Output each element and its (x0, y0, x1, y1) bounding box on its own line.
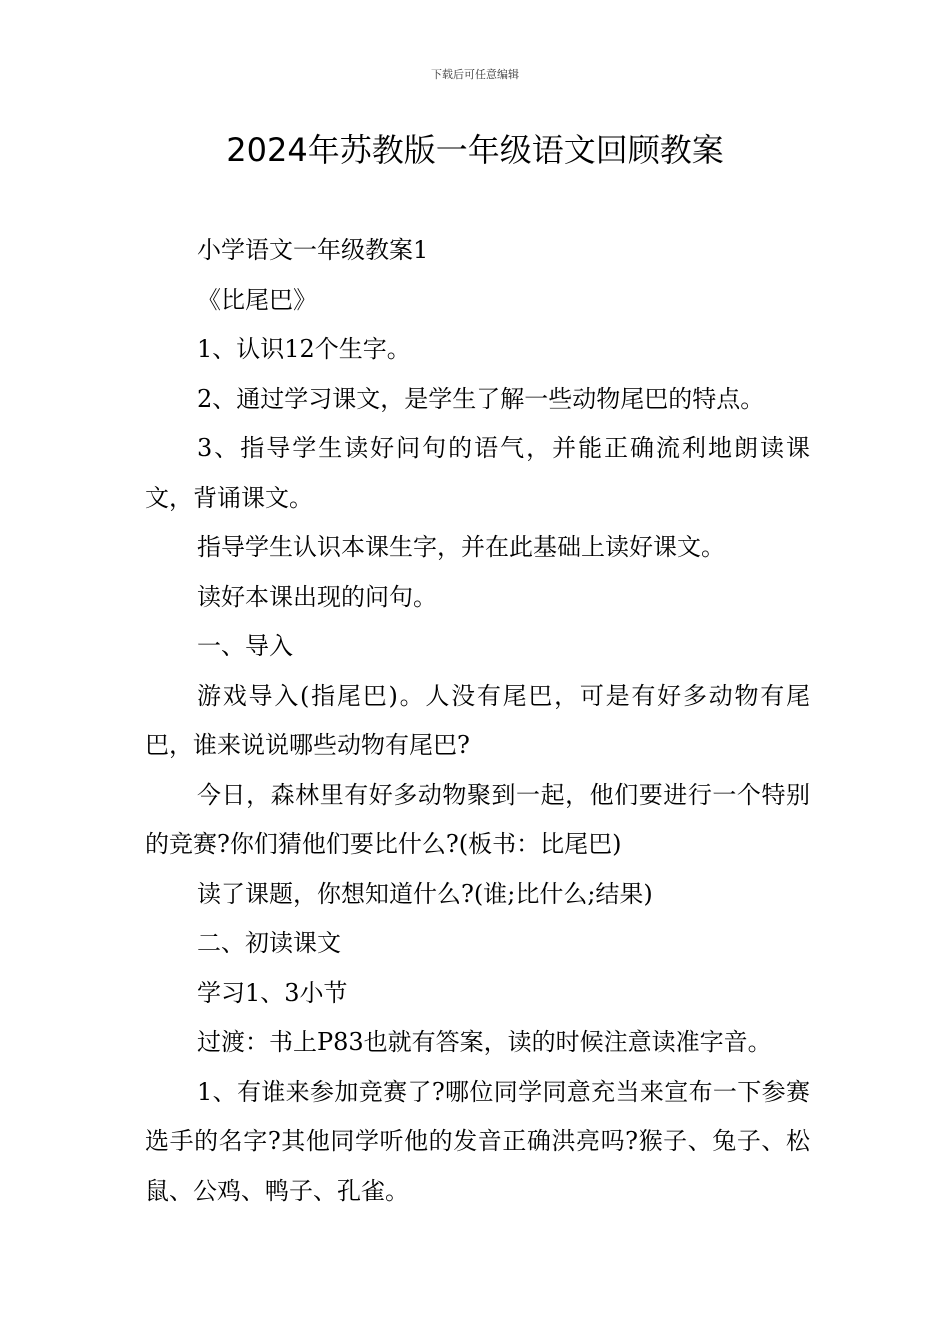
paragraph: 读了课题，你想知道什么?(谁;比什么;结果) (197, 879, 653, 908)
paragraph: 二、初读课文 (197, 929, 341, 957)
paragraph: 游戏导入(指尾巴)。人没有尾巴，可是有好多动物有尾巴，谁来说说哪些动物有尾巴? (145, 681, 810, 759)
paragraph: 1、有谁来参加竞赛了?哪位同学同意充当来宣布一下参赛选手的名字?其他同学听他的发音正确洪亮吗?猴子、兔子、松鼠、公鸡、鸭子、孔雀。 (145, 1077, 810, 1205)
paragraph: 《比尾巴》 (197, 285, 317, 314)
paragraph: 过渡：书上P83也就有答案，读的时候注意读准字音。 (197, 1028, 772, 1056)
document-body (145, 226, 810, 1216)
paragraph: 读好本课出现的问句。 (197, 582, 437, 611)
paragraph: 小学语文一年级教案1 (197, 236, 429, 264)
paragraph: 2、通过学习课文，是学生了解一些动物尾巴的特点。 (197, 384, 765, 413)
paragraph: 3、指导学生读好问句的语气，并能正确流利地朗读课文，背诵课文。 (145, 434, 810, 512)
paragraph: 今日，森林里有好多动物聚到一起，他们要进行一个特别的竞赛?你们猜他们要比什么?(板书：比尾巴) (145, 780, 810, 858)
document-title: 2024年苏教版一年级语文回顾教案 (226, 131, 724, 169)
paragraph: 1、认识12个生字。 (197, 335, 411, 363)
paragraph: 一、导入 (197, 632, 293, 660)
paragraph: 指导学生认识本课生字，并在此基础上读好课文。 (197, 533, 725, 561)
page-header-note: 下载后可任意编辑 (431, 68, 519, 81)
paragraph: 学习1、3小节 (197, 978, 348, 1007)
